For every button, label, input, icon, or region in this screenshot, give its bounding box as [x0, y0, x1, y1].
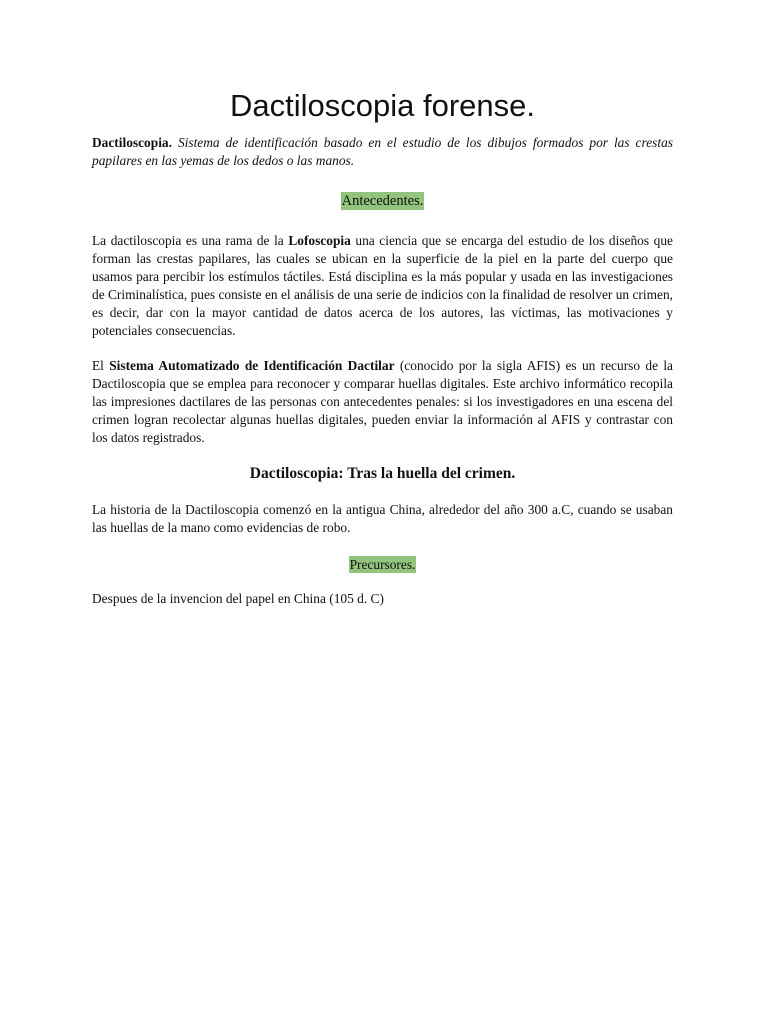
paragraph-afis-start: El [92, 358, 110, 373]
paragraph-lofoscopia-start: La dactiloscopia es una rama de la [92, 233, 289, 248]
heading-antecedentes-label: Antecedentes. [341, 193, 424, 209]
paragraph-lofoscopia-rest: una ciencia que se encarga del estudio de los diseños que forman las crestas papilares, las cuales se ubican en la superficie de la piel en la parte del cuerpo que usamos para percibir los estímulos táctiles. Está disciplina es la más popular y usada en las investigaciones de Criminalística, pues consiste en el análisis de una serie de indicios con la finalidad de resolver un crimen, es decir, dar con la mayor cantidad de datos acerca de los autores, las víctimas, las motivaciones y potenciales consecuencias. [92, 233, 673, 338]
paragraph-afis [92, 357, 673, 447]
paragraph-despues: Despues de la invencion del papel en China (105 d. C) [92, 591, 384, 606]
heading-precursores-label: Precursores. [349, 557, 416, 572]
document-page [92, 86, 673, 608]
paragraph-afis-rest: (conocido por la sigla AFIS) es un recurso de la Dactiloscopia que se emplea para reconocer y comparar huellas digitales. Este archivo informático recopila las impresiones dactilares de las personas con antecedentes penales: si los investigadores en una escena del crimen logran recolectar algunas huellas digitales, pueden enviar la información al AFIS y contrastar con los datos registrados. [92, 358, 673, 445]
paragraph-afis-bold: Sistema Automatizado de Identificación Dactilar [109, 358, 395, 373]
paragraph-lofoscopia [92, 232, 673, 340]
heading-precursores [92, 554, 673, 576]
paragraph-historia: La historia de la Dactiloscopia comenzó en la antigua China, alrededor del año 300 a.C, cuando se usaban las huellas de la mano como evidencias de robo. [92, 502, 673, 535]
heading-antecedentes [92, 190, 673, 212]
definition-term: Dactiloscopia. [92, 135, 172, 150]
heading-tras-la-huella: Dactiloscopia: Tras la huella del crimen. [249, 465, 516, 482]
definition-text: Sistema de identificación basado en el estudio de los dibujos formados por las crestas papilares en las yemas de los dedos o las manos. [92, 135, 673, 168]
definition-paragraph [92, 134, 673, 170]
document-title: Dactiloscopia forense. [230, 88, 535, 123]
paragraph-lofoscopia-bold: Lofoscopia [288, 233, 351, 248]
